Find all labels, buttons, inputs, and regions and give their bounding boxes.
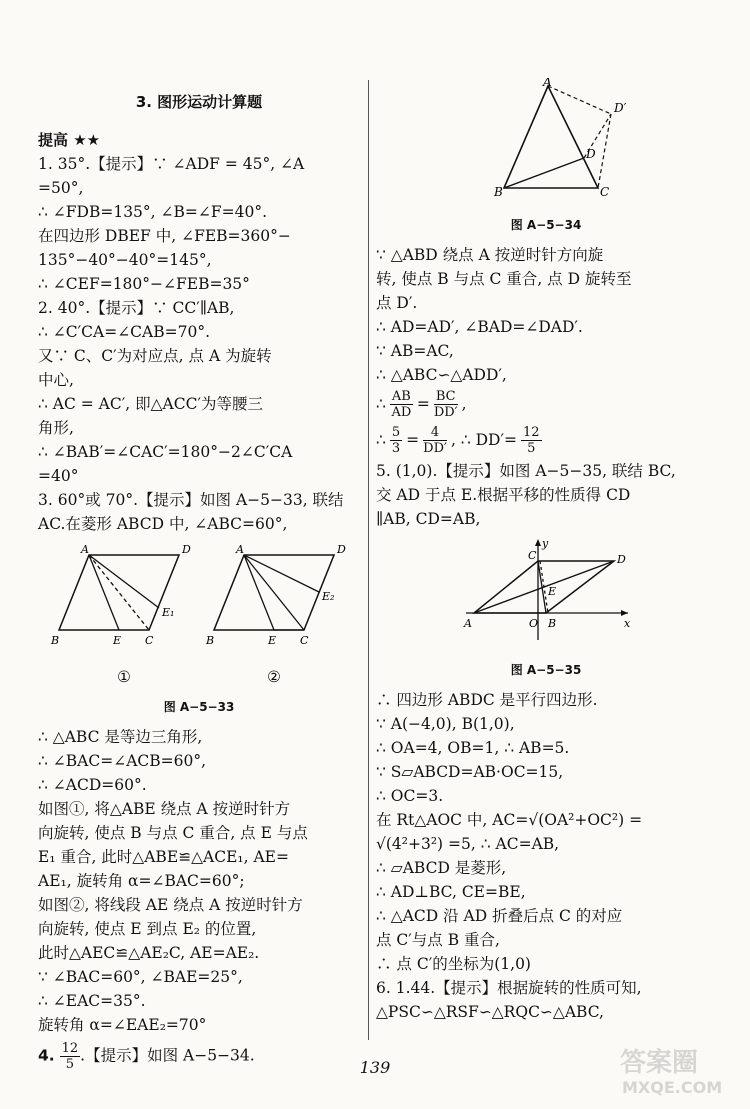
comma: , bbox=[461, 395, 467, 413]
fraction-bc-dd bbox=[434, 389, 458, 420]
ratio-line-2 bbox=[376, 421, 716, 459]
fraction-numerator: BC bbox=[434, 389, 458, 405]
text-line: 在 Rt△AOC 中, AC=√(OA²+OC²) = bbox=[376, 811, 643, 829]
text-line: ∴ ∠EAC=35°. bbox=[38, 992, 146, 1010]
text-line: =40° bbox=[38, 467, 79, 485]
text-line: E₁ 重合, 此时△ABE≌△ACE₁, AE= bbox=[38, 848, 289, 866]
text-line: ∴ AD=AD′, ∠BAD=∠DAD′. bbox=[376, 318, 583, 336]
item-4-number: 4. bbox=[38, 1046, 55, 1065]
text-line: 在四边形 DBEF 中, ∠FEB=360°− bbox=[38, 227, 291, 245]
svg-text:C: C bbox=[145, 634, 154, 647]
fraction-denominator: AD bbox=[391, 404, 412, 420]
figure-a-5-35 bbox=[376, 535, 716, 652]
svg-text:E: E bbox=[548, 585, 557, 598]
fraction-denominator: 3 bbox=[391, 440, 401, 456]
rhombus-diagrams bbox=[49, 540, 349, 658]
fraction-numerator: 12 bbox=[522, 424, 540, 440]
svg-text:C: C bbox=[528, 549, 537, 562]
svg-text:B: B bbox=[494, 185, 503, 199]
right-column bbox=[376, 78, 716, 1024]
svg-text:A: A bbox=[81, 543, 89, 556]
text-line: ∥AB, CD=AB, bbox=[376, 510, 481, 528]
fraction-denominator: 5 bbox=[527, 440, 536, 456]
text-line: ∵ AB=AC, bbox=[376, 342, 454, 360]
right-text-block-c bbox=[376, 688, 716, 1024]
ratio-line-1 bbox=[376, 387, 716, 421]
text-line: 角形, bbox=[38, 419, 74, 437]
left-text-block-b bbox=[38, 725, 360, 1037]
watermark-logo bbox=[616, 1045, 736, 1101]
svg-text:D: D bbox=[337, 543, 346, 556]
figure-caption-35: 图 A−5−35 bbox=[510, 663, 582, 677]
text-line: ∴ ∠BAB′=∠CAC′=180°−2∠C′CA bbox=[38, 443, 293, 461]
text-line: ∴ ▱ABCD 是菱形, bbox=[376, 859, 507, 877]
text-line: 向旋转, 使点 E 到点 E₂ 的位置, bbox=[38, 920, 257, 938]
text-line: AC.在菱形 ABCD 中, ∠ABC=60°, bbox=[38, 515, 288, 533]
triangle-diagram bbox=[446, 78, 646, 200]
text-line: ∴ OC=3. bbox=[376, 787, 444, 805]
fraction-denominator: DD′ bbox=[423, 440, 447, 456]
text-line: 1. 35°.【提示】∵ ∠ADF = 45°, ∠A bbox=[38, 155, 305, 173]
right-text-block-b bbox=[376, 459, 716, 531]
equals-sign: = bbox=[406, 431, 420, 449]
svg-text:D: D bbox=[617, 553, 626, 566]
text-line: 2. 40°.【提示】∵ CC′∥AB, bbox=[38, 299, 235, 317]
text-line: √(4²+3²) =5, ∴ AC=AB, bbox=[376, 835, 560, 853]
ratio-conclusion: , ∴ DD′= bbox=[450, 431, 517, 449]
text-line: ∵ △ABD 绕点 A 按逆时针方向旋 bbox=[376, 246, 604, 264]
text-line: ∴ AD⊥BC, CE=BE, bbox=[376, 883, 526, 901]
text-line: ∵ A(−4,0), B(1,0), bbox=[376, 715, 515, 733]
fraction-ab-ad bbox=[390, 389, 413, 420]
text-line: ∴ 四边形 ABDC 是平行四边形. bbox=[376, 691, 598, 709]
svg-text:E₂: E₂ bbox=[322, 590, 335, 603]
svg-text:A: A bbox=[464, 617, 472, 630]
svg-text:C: C bbox=[300, 634, 309, 647]
coordinate-diagram bbox=[456, 535, 636, 645]
text-line: 6. 1.44.【提示】根据旋转的性质可知, bbox=[376, 979, 642, 997]
fraction-numerator: AB bbox=[391, 388, 411, 404]
text-line: ∴ ∠CEF=180°−∠FEB=35° bbox=[38, 275, 250, 293]
text-line: 如图①, 将△ABE 绕点 A 按逆时针方 bbox=[38, 800, 291, 818]
figure-sub-label-1: ① bbox=[117, 668, 131, 686]
page-number: 139 bbox=[359, 1058, 391, 1077]
figure-sub-label-2: ② bbox=[267, 668, 281, 686]
text-line: ∴ ∠C′CA=∠CAB=70°. bbox=[38, 323, 211, 341]
text-line: 交 AD 于点 E.根据平移的性质得 CD bbox=[376, 486, 631, 504]
column-divider bbox=[368, 80, 369, 1040]
figure-a-5-33 bbox=[38, 540, 360, 689]
text-line: ∵ ∠BAC=60°, ∠BAE=25°, bbox=[38, 968, 243, 986]
fraction-4-dd bbox=[423, 425, 447, 456]
text-line: ∴ △ABC∽△ADD′, bbox=[376, 366, 507, 384]
left-text-block bbox=[38, 152, 360, 536]
text-line: 点 D′. bbox=[376, 294, 418, 312]
text-line: 5. (1,0).【提示】如图 A−5−35, 联结 BC, bbox=[376, 462, 676, 480]
text-line: ∴ ∠BAC=∠ACB=60°, bbox=[38, 752, 207, 770]
text-line: 此时△AEC≌△AE₂C, AE=AE₂. bbox=[38, 944, 260, 962]
section-title: 3. 图形运动计算题 bbox=[135, 93, 263, 111]
fraction-12-5 bbox=[521, 425, 542, 456]
level-label: 提高 ★★ bbox=[38, 131, 101, 149]
svg-text:E: E bbox=[113, 634, 122, 647]
figure-caption-34: 图 A−5−34 bbox=[510, 218, 582, 232]
right-text-block bbox=[376, 243, 716, 387]
text-line: 向旋转, 使点 B 与点 C 重合, 点 E 与点 bbox=[38, 824, 308, 842]
text-line: ∴ OA=4, OB=1, ∴ AB=5. bbox=[376, 739, 570, 757]
text-line: 135°−40°−40°=145°, bbox=[38, 251, 212, 269]
svg-text:B: B bbox=[51, 634, 60, 647]
figure-caption-33: 图 A−5−33 bbox=[163, 700, 235, 714]
text-line: 又∵ C、C′为对应点, 点 A 为旋转 bbox=[38, 347, 272, 365]
text-line: AE₁, 旋转角 α=∠BAC=60°; bbox=[38, 872, 245, 890]
item-4-text: .【提示】如图 A−5−34. bbox=[80, 1046, 255, 1065]
therefore-symbol: ∴ bbox=[376, 431, 386, 449]
svg-text:y: y bbox=[542, 537, 549, 550]
figure-a-5-34 bbox=[376, 78, 716, 207]
text-line: ∴ ∠FDB=135°, ∠B=∠F=40°. bbox=[38, 203, 268, 221]
svg-text:B: B bbox=[548, 617, 557, 630]
text-line: 3. 60°或 70°.【提示】如图 A−5−33, 联结 bbox=[38, 491, 344, 509]
fraction-denominator: DD′ bbox=[433, 404, 458, 420]
text-line: =50°, bbox=[38, 179, 84, 197]
fraction-numerator: 12 bbox=[61, 1041, 79, 1056]
svg-text:A: A bbox=[543, 78, 552, 89]
left-column bbox=[38, 82, 360, 1072]
fraction-5-3 bbox=[390, 425, 402, 456]
text-line: 转, 使点 B 与点 C 重合, 点 D 旋转至 bbox=[376, 270, 632, 288]
text-line: 点 C′与点 B 重合, bbox=[376, 931, 500, 949]
svg-text:O: O bbox=[529, 617, 539, 630]
svg-text:D′: D′ bbox=[614, 101, 627, 115]
svg-text:D: D bbox=[586, 147, 596, 161]
therefore-symbol: ∴ bbox=[376, 395, 386, 413]
text-line: ∴ AC = AC′, 即△ACC′为等腰三 bbox=[38, 395, 263, 413]
text-line: ∴ △ACD 沿 AD 折叠后点 C 的对应 bbox=[376, 907, 623, 925]
fraction-denominator: 5 bbox=[65, 1057, 75, 1072]
svg-text:E: E bbox=[268, 634, 277, 647]
svg-text:D: D bbox=[182, 543, 191, 556]
svg-text:A: A bbox=[236, 543, 244, 556]
svg-text:C: C bbox=[600, 185, 610, 199]
text-line: 旋转角 α=∠EAE₂=70° bbox=[38, 1016, 207, 1034]
svg-text:答案圈: 答案圈 bbox=[620, 1048, 699, 1078]
text-line: ∵ S▱ABCD=AB·OC=15, bbox=[376, 763, 564, 781]
text-line: 如图②, 将线段 AE 绕点 A 按逆时针方 bbox=[38, 896, 303, 914]
text-line: △PSC∽△RSF∽△RQC∽△ABC, bbox=[376, 1003, 604, 1021]
text-line: ∴ △ABC 是等边三角形, bbox=[38, 728, 203, 746]
svg-text:E₁: E₁ bbox=[162, 606, 175, 619]
svg-text:MXQE.COM: MXQE.COM bbox=[622, 1078, 723, 1097]
svg-text:B: B bbox=[206, 634, 215, 647]
text-line: ∴ 点 C′的坐标为(1,0) bbox=[376, 955, 531, 973]
text-line: 中心, bbox=[38, 371, 74, 389]
fraction-numerator: 4 bbox=[423, 425, 447, 441]
svg-text:x: x bbox=[624, 617, 631, 630]
fraction-numerator: 5 bbox=[391, 424, 401, 440]
text-line: ∴ ∠ACD=60°. bbox=[38, 776, 147, 794]
equals-sign: = bbox=[416, 395, 430, 413]
